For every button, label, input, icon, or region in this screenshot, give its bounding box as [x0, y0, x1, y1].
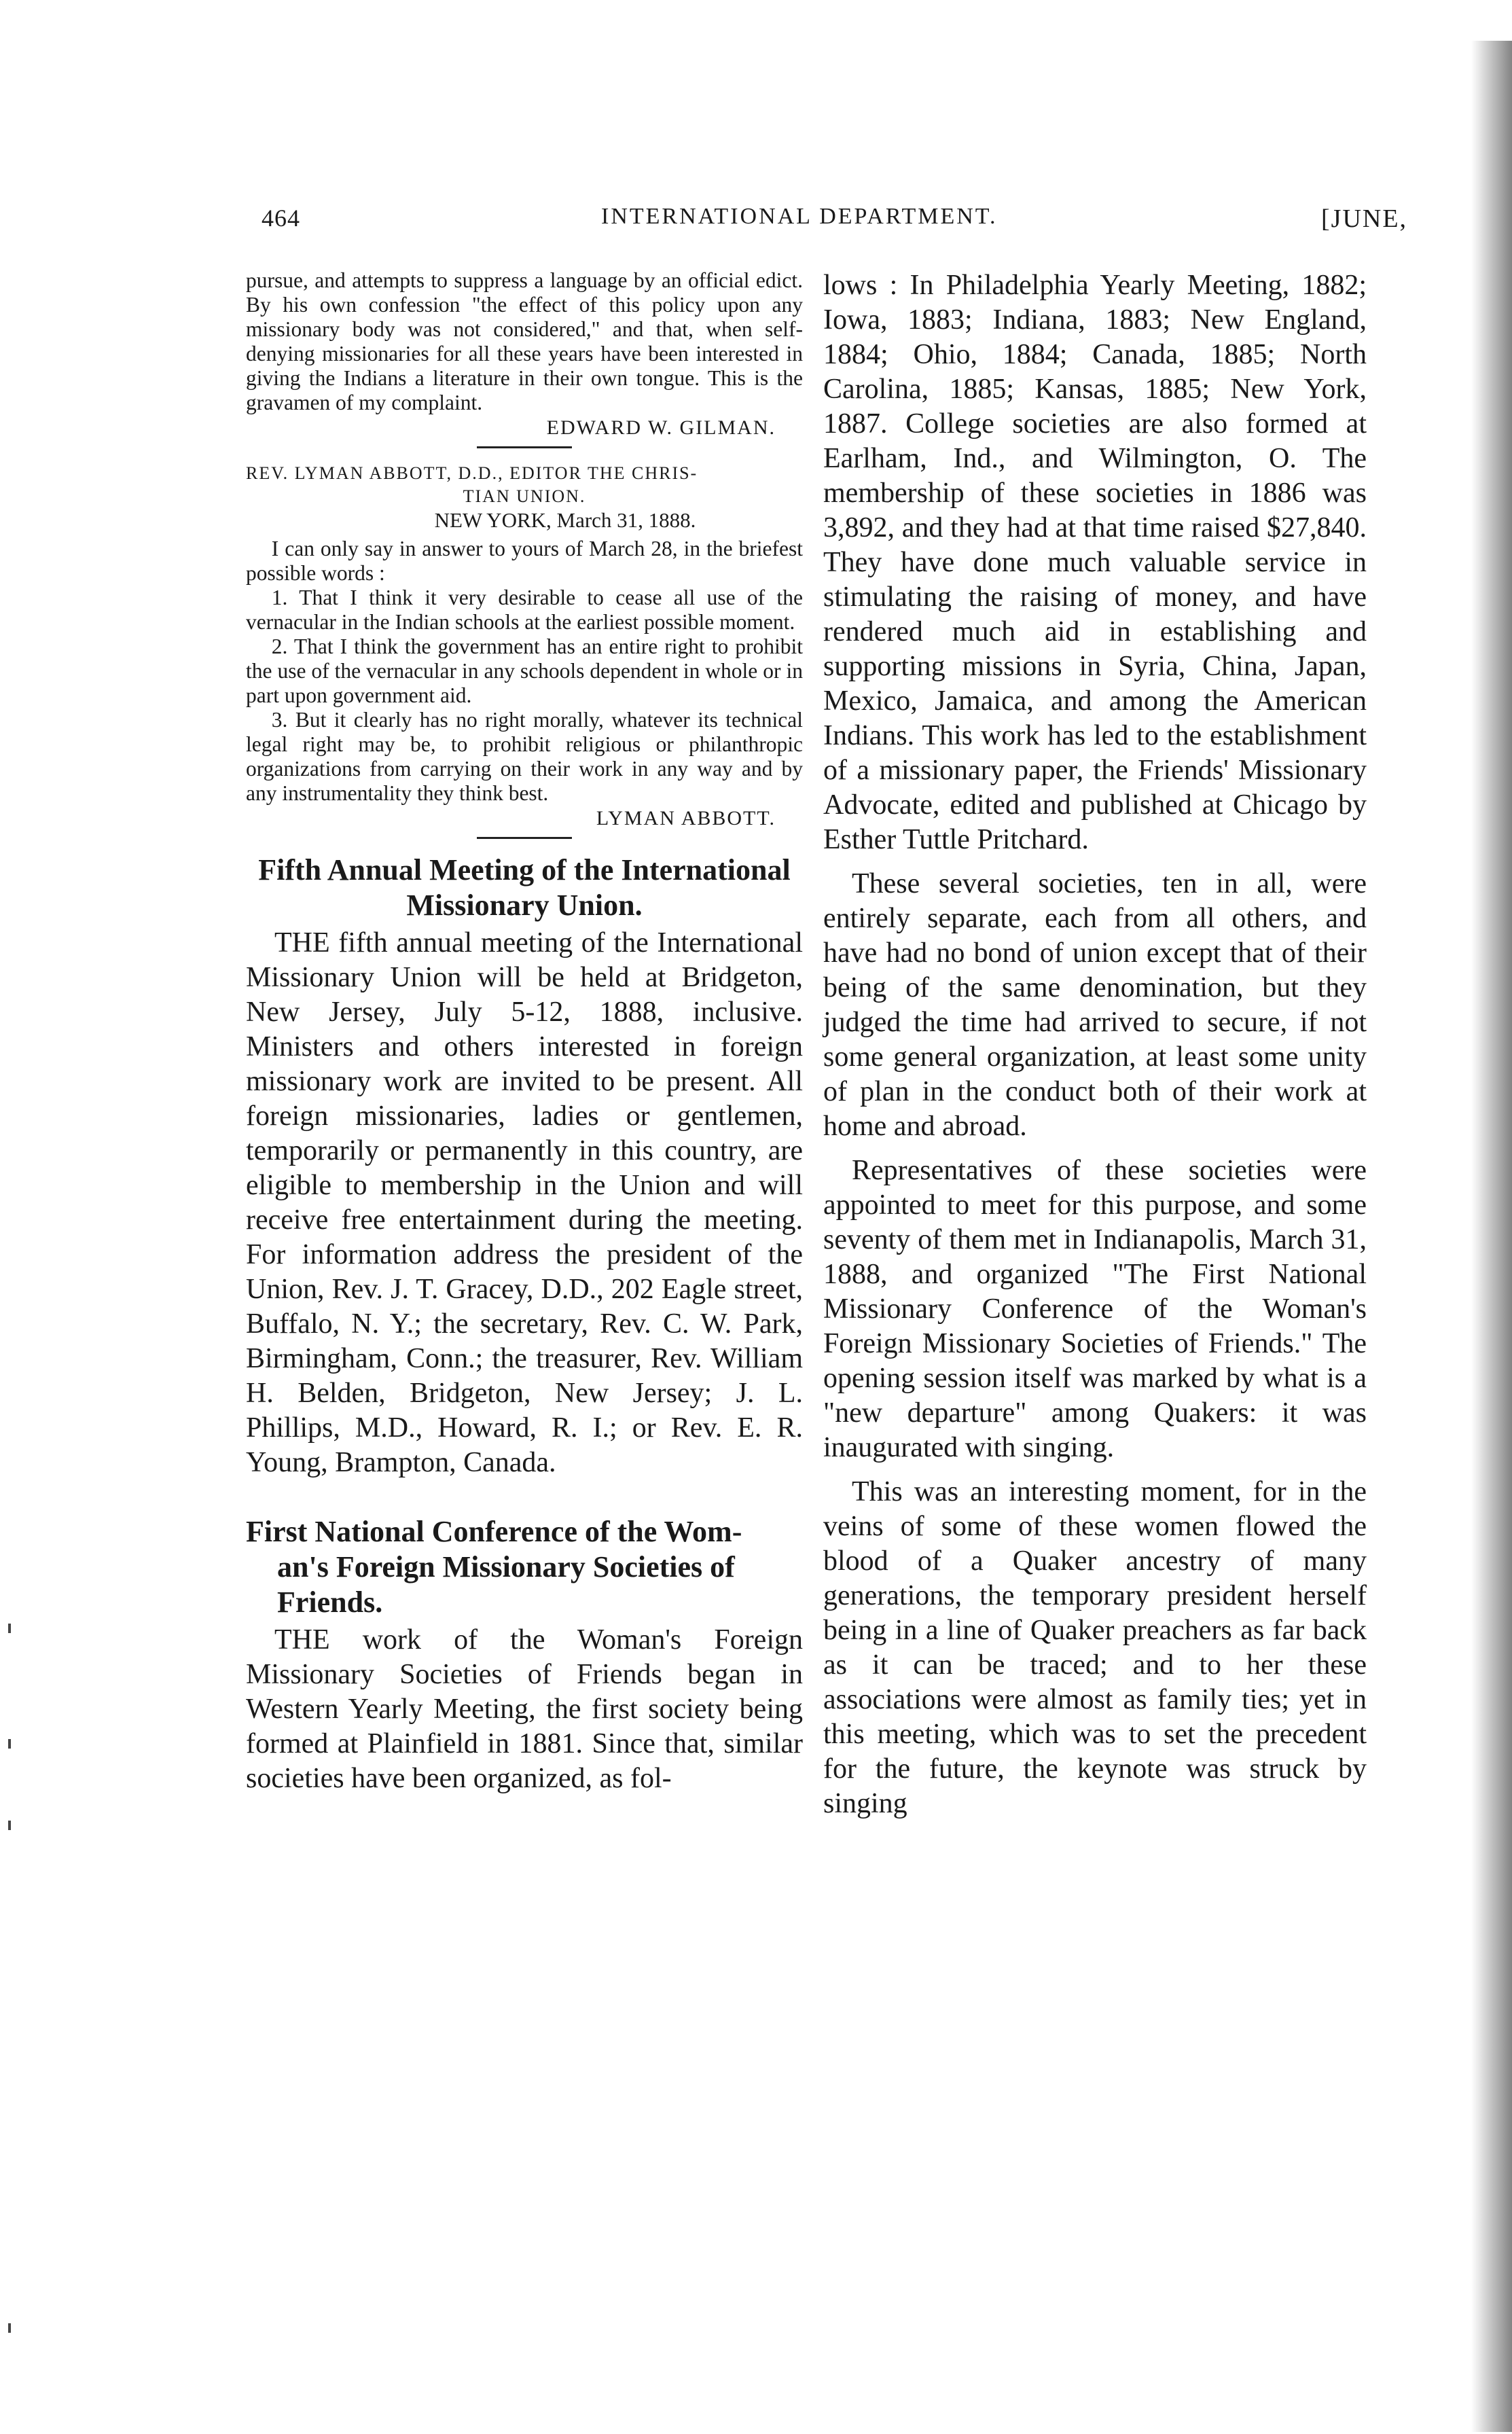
section-heading-fifth-meeting: Fifth Annual Meeting of the International Missionary Union.	[258, 853, 791, 922]
fifth-meeting-body	[246, 926, 803, 1480]
abbott-point-1: 1. That I think it very desirable to cease all use of the vernacular in the Indian schools at the earliest possible moment.	[246, 586, 803, 634]
first-conference-body	[246, 1623, 803, 1796]
abbott-point-2: 2. That I think the government has an entire right to prohibit the use of the vernacular in any schools dependent in whole or in part upon government aid.	[246, 634, 803, 707]
abbott-intro: I can only say in answer to yours of March 28, in the briefest possible words :	[246, 537, 803, 585]
abbott-letterhead-line1: REV. LYMAN ABBOTT, D.D., EDITOR THE CHRIS-	[246, 463, 698, 483]
left-column	[246, 268, 803, 1806]
continuation-paragraph: lows : In Philadelphia Yearly Meeting, 1882; Iowa, 1883; Indiana, 1883; New England, 1884; Ohio, 1884; Canada, 1885; North Carolina, 1885; Kansas, 1885; New York, 1887. College societies are also formed at Earlham, Ind., and Wilmington, O. The membership of these societies in 1886 was 3,892, and they had at that time raised $27,840. They have done much valuable service in stimulating the raising of money, and have rendered much aid in establishing and supporting missions in Syria, China, Japan, Mexico, Jamaica, and among the American Indians. This work has led to the establishment of a missionary paper, the Friends' Missionary Advocate, edited and published at Chicago by Esther Tuttle Pritchard.	[823, 270, 1367, 855]
running-title: INTERNATIONAL DEPARTMENT.	[601, 204, 998, 229]
first-conference-heading-line3: Friends.	[277, 1586, 383, 1619]
first-conference-heading-line1: First National Conference of the Wom-	[246, 1515, 742, 1548]
abbott-letterhead-line2: TIAN UNION.	[463, 486, 586, 506]
fifth-meeting-paragraph: THE fifth annual meeting of the International Missionary Union will be held at Bridgeton, New Jersey, July 5-12, 1888, inclusive. Ministers and others interested in foreign missionary work are invited to be present. All foreign missionaries, ladies or gentlemen, temporarily or permanently in this country, are eligible to membership in the Union and will receive free entertainment during the meeting. For information address the president of the Union, Rev. J. T. Gracey, D.D., 202 Eagle street, Buffalo, N. Y.; the secretary, Rev. C. W. Park, Birmingham, Conn.; the treasurer, Rev. William H. Belden, Bridgeton, New Jersey; J. L. Phillips, M.D., Howard, R. I.; or Rev. E. R. Young, Brampton, Canada.	[246, 927, 803, 1478]
right-column	[823, 268, 1367, 1831]
right-column-body	[823, 268, 1367, 1821]
margin-mark	[8, 1624, 11, 1633]
abbott-signature: LYMAN ABBOTT.	[596, 807, 776, 829]
margin-mark	[8, 2323, 11, 2333]
abbott-letter	[246, 537, 803, 806]
abbott-dateline: NEW YORK, March 31, 1888.	[434, 508, 696, 532]
abbott-point-3: 3. But it clearly has no right morally, whatever its technical legal right may be, to prohibit religious or philanthropic organizations from carrying on their work in any way and by any instrumentality they think best.	[246, 708, 803, 805]
page-header	[255, 204, 1426, 245]
margin-mark	[8, 1821, 11, 1830]
margin-mark	[8, 1739, 11, 1749]
gilman-letter-text: pursue, and attempts to suppress a language by an official edict. By his own confession "the effect of this policy upon any missionary body was not considered," and that, when self-denying missionaries for all these years have been interested in giving the Indians a literature in their own tongue. This is the gravamen of my complaint.	[246, 268, 803, 414]
paragraph-representatives: Representatives of these societies were appointed to meet for this purpose, and some seventy of them met in Indianapolis, March 31, 1888, and organized "The First National Missionary Conference of the Woman's Foreign Missionary Societies of Friends." The opening session itself was marked by what is a "new departure" among Quakers: it was inaugurated with singing.	[823, 1155, 1367, 1463]
page-edge-shadow	[1471, 41, 1512, 2432]
divider-rule	[477, 837, 572, 839]
divider-rule	[477, 446, 572, 448]
first-conference-paragraph: THE work of the Woman's Foreign Missionary Societies of Friends began in Western Yearly Meeting, the first society being formed at Plainfield in 1881. Since that, similar societies have been organized, as fol-	[246, 1624, 803, 1794]
first-conference-heading-line2: an's Foreign Missionary Societies of	[277, 1550, 735, 1583]
section-heading-first-conference	[246, 1514, 803, 1620]
paragraph-several-societies: These several societies, ten in all, were entirely separate, each from all others, and have had no bond of union except that of their being of the same denomination, but they judged the time had arrived to secure, if not some general organization, at least some unity of plan in the conduct both of their work at home and abroad.	[823, 868, 1367, 1142]
paragraph-interesting-moment: This was an interesting moment, for in the veins of some of these women flowed the blood of a Quaker ancestry of many generations, the temporary president herself being in a line of Quaker preachers as far back as it can be traced; and to her these associations were almost as family ties; yet in this meeting, which was to set the precedent for the future, the keynote was struck by singing	[823, 1476, 1367, 1819]
page-number: 464	[262, 204, 300, 232]
running-month: [JUNE,	[1321, 204, 1408, 233]
gilman-signature: EDWARD W. GILMAN.	[546, 416, 776, 439]
abbott-letterhead	[246, 462, 803, 508]
